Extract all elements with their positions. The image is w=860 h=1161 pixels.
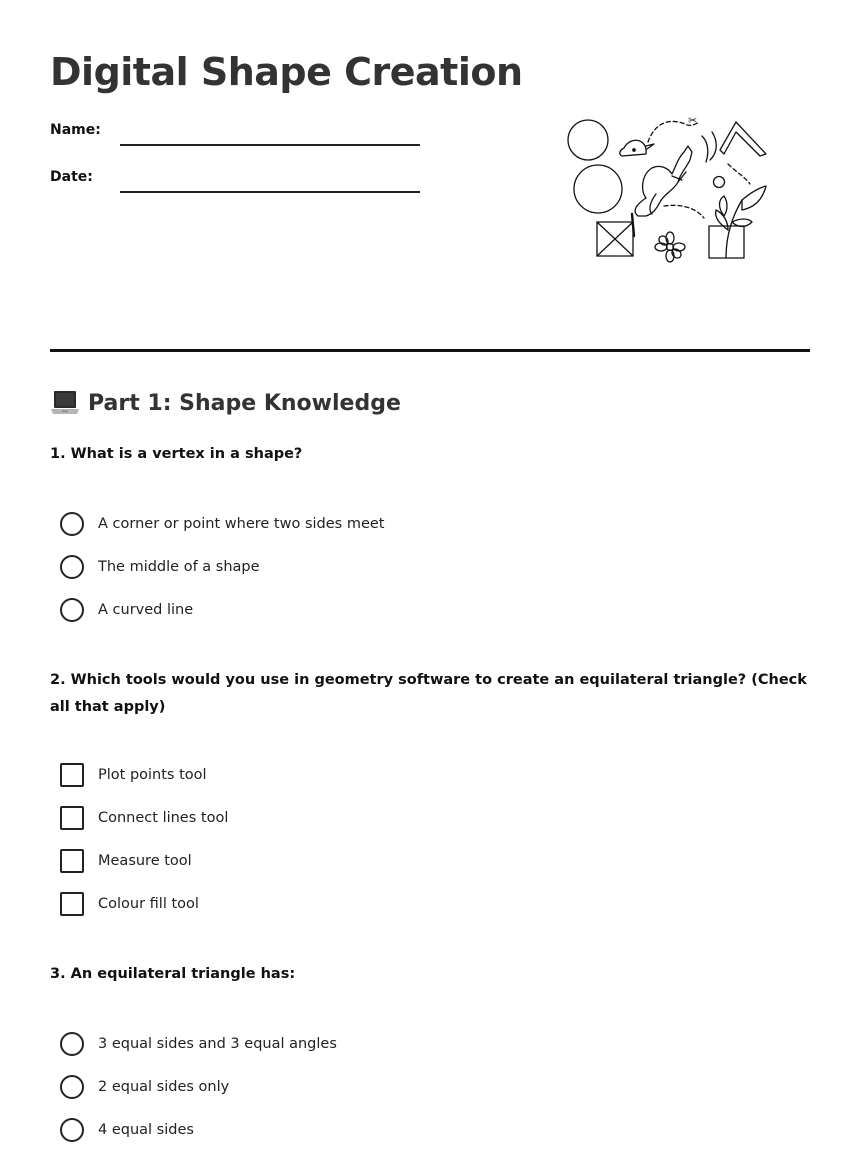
small-circle-shape bbox=[714, 177, 725, 188]
option-label: A corner or point where two sides meet bbox=[98, 516, 385, 532]
option-label: Colour fill tool bbox=[98, 896, 199, 912]
checkbox-option[interactable] bbox=[60, 805, 228, 831]
checkbox-option[interactable] bbox=[60, 891, 199, 917]
shapes-illustration bbox=[560, 110, 770, 265]
radio-option[interactable] bbox=[60, 554, 260, 580]
option-label: 2 equal sides only bbox=[98, 1079, 230, 1095]
question-3: 3. An equilateral triangle has: bbox=[50, 966, 296, 982]
option-label: 4 equal sides bbox=[98, 1122, 194, 1138]
checkbox[interactable] bbox=[60, 763, 84, 787]
radio-button[interactable] bbox=[60, 512, 84, 536]
kangaroo-icon bbox=[635, 146, 692, 216]
checkbox[interactable] bbox=[60, 849, 84, 873]
section-title: Part 1: Shape Knowledge bbox=[88, 390, 401, 416]
radio-button[interactable] bbox=[60, 1075, 84, 1099]
radio-button[interactable] bbox=[60, 1032, 84, 1056]
option-label: 3 equal sides and 3 equal angles bbox=[98, 1036, 337, 1052]
section-header bbox=[50, 388, 401, 418]
date-label: Date: bbox=[50, 169, 93, 185]
option-label: The middle of a shape bbox=[98, 559, 260, 575]
flower-icon bbox=[655, 232, 685, 262]
checkbox-option[interactable] bbox=[60, 848, 192, 874]
date-field[interactable] bbox=[120, 171, 420, 193]
svg-text:✂: ✂ bbox=[688, 114, 698, 127]
option-label: A curved line bbox=[98, 602, 194, 618]
page-title: Digital Shape Creation bbox=[50, 50, 523, 94]
circle-shape-large bbox=[574, 165, 622, 213]
checkbox[interactable] bbox=[60, 806, 84, 830]
laptop-icon bbox=[50, 388, 80, 418]
checkbox[interactable] bbox=[60, 892, 84, 916]
radio-button[interactable] bbox=[60, 1118, 84, 1142]
option-label: Connect lines tool bbox=[98, 810, 229, 826]
radio-option[interactable] bbox=[60, 511, 384, 537]
radio-option[interactable] bbox=[60, 1117, 194, 1143]
radio-button[interactable] bbox=[60, 555, 84, 579]
radio-option[interactable] bbox=[60, 1074, 229, 1100]
radio-option[interactable] bbox=[60, 597, 193, 623]
section-divider bbox=[50, 349, 810, 352]
option-label: Measure tool bbox=[98, 853, 192, 869]
question-1: 1. What is a vertex in a shape? bbox=[50, 446, 303, 462]
boomerang-icon bbox=[720, 122, 766, 156]
option-label: Plot points tool bbox=[98, 767, 207, 783]
name-field[interactable] bbox=[120, 124, 420, 146]
checkbox-option[interactable] bbox=[60, 762, 207, 788]
leaf-icon bbox=[742, 186, 766, 210]
radio-option[interactable] bbox=[60, 1031, 337, 1057]
bird-icon bbox=[620, 140, 646, 156]
name-label: Name: bbox=[50, 122, 101, 138]
circle-shape bbox=[568, 120, 608, 160]
radio-button[interactable] bbox=[60, 598, 84, 622]
question-2: 2. Which tools would you use in geometry software to create an equilateral triangle? (Check all that apply) bbox=[50, 672, 807, 715]
